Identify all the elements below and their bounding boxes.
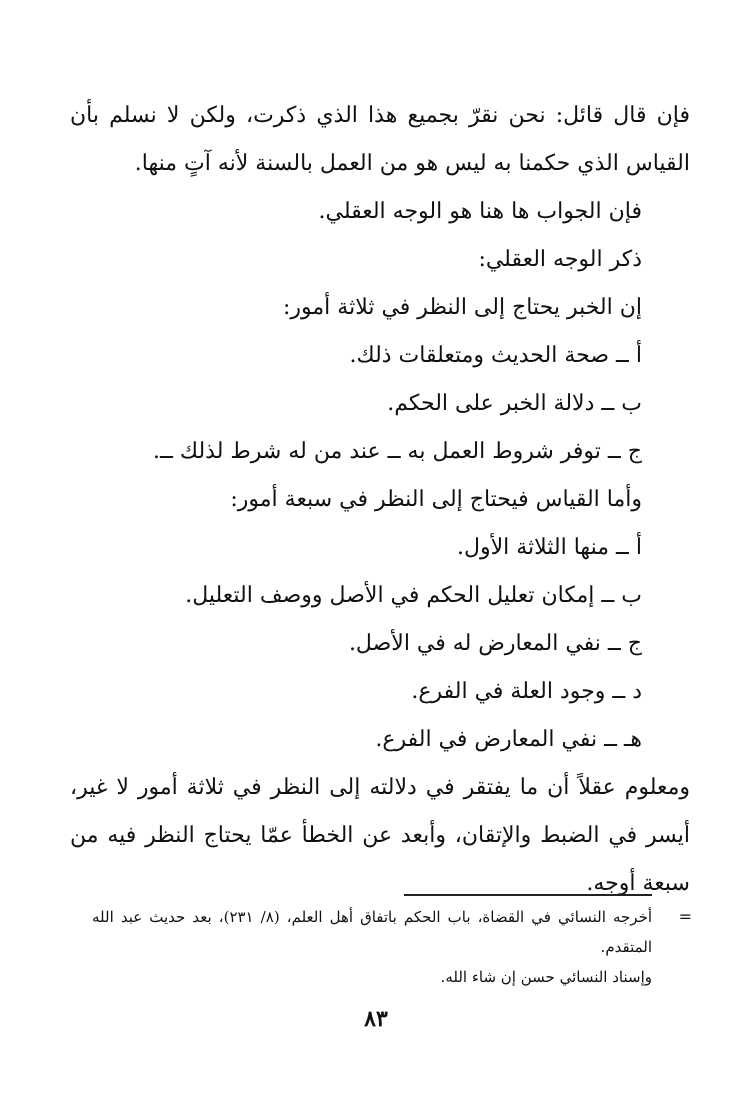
page-number: ٨٣ xyxy=(364,1006,388,1032)
footnote-divider xyxy=(404,894,652,896)
list-item-khabar-a: أ ــ صحة الحديث ومتعلقات ذلك. xyxy=(349,343,642,368)
paragraph-objection: فإن قال قائل: نحن نقرّ بجميع هذا الذي ذكرت، ولكن لا نسلم بأن القياس الذي حكمنا به ليس هو من العمل بالسنة لأنه آتٍ منها. xyxy=(70,103,690,176)
footnote-continuation-mark: = xyxy=(678,907,692,926)
footnote-text: وإسناد النسائي حسن إن شاء الله. xyxy=(440,968,652,986)
footnotes xyxy=(92,902,692,992)
list-item-qiyas-a: أ ــ منها الثلاثة الأول. xyxy=(456,535,642,560)
list-item-khabar-c: ج ــ توفر شروط العمل به ــ عند من له شرط لذلك ــ. xyxy=(153,439,642,464)
list-item-qiyas-d: د ــ وجود العلة في الفرع. xyxy=(411,679,642,704)
paragraph-conclusion: ومعلوم عقلاً أن ما يفتقر في دلالته إلى النظر في ثلاثة أمور لا غير، أيسر في الضبط والإتقان، وأبعد عن الخطأ عمّا يحتاج النظر فيه من سبعة أوجه. xyxy=(70,775,690,896)
section-heading: ذكر الوجه العقلي: xyxy=(478,247,642,272)
footnote-item xyxy=(92,902,692,962)
list-item-qiyas-c: ج ــ نفي المعارض له في الأصل. xyxy=(348,631,642,656)
text-line-khabar: إن الخبر يحتاج إلى النظر في ثلاثة أمور: xyxy=(283,295,642,320)
footnote-text: أخرجه النسائي في القضاة، باب الحكم باتفاق أهل العلم، (٨/ ٢٣١)، بعد حديث عبد الله المتقدم. xyxy=(92,908,653,956)
list-item-khabar-b: ب ــ دلالة الخبر على الحكم. xyxy=(387,391,642,416)
list-item-qiyas-b: ب ــ إمكان تعليل الحكم في الأصل ووصف التعليل. xyxy=(185,583,642,608)
main-text xyxy=(70,92,690,908)
list-item-qiyas-e: هـ ــ نفي المعارض في الفرع. xyxy=(375,727,642,752)
text-line-answer: فإن الجواب ها هنا هو الوجه العقلي. xyxy=(318,199,642,224)
text-line-qiyas: وأما القياس فيحتاج إلى النظر في سبعة أمور: xyxy=(230,487,642,512)
